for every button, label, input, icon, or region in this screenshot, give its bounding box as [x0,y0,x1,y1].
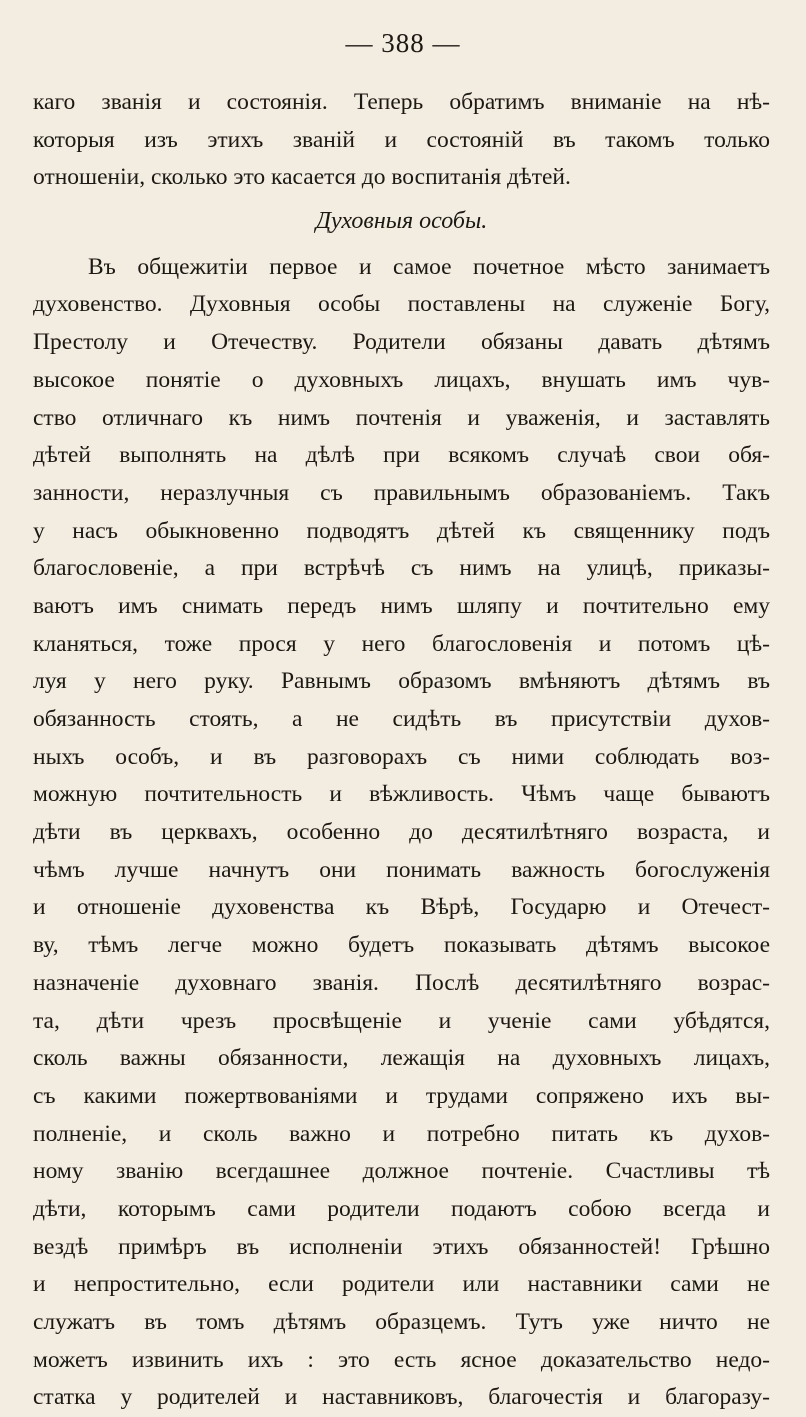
text-line: у насъ обыкновенно подводятъ дѣтей къ священнику подъ [33,517,770,544]
text-line: ному званію всегдашнее должное почтеніе. Счастливы тѣ [33,1158,770,1185]
text-line: можетъ извинить ихъ : это есть ясное доказательство недо- [33,1346,770,1373]
text-line: отношеніи, сколько это касается до воспитанія дѣтей. [33,164,571,191]
text-line: дѣтей выполнять на дѣлѣ при всякомъ случаѣ свои обя- [33,442,770,469]
text-line: статка у родителей и наставниковъ, благочестія и благоразу- [33,1384,770,1411]
text-line: и непростительно, если родители или наставники сами не [33,1271,770,1298]
text-line: кланяться, тоже прося у него благословенія и потомъ цѣ- [33,630,770,657]
text-line: сколь важны обязанности, лежащія на духовныхъ лицахъ, [33,1045,770,1072]
text-line: высокое понятіе о духовныхъ лицахъ, внушать имъ чув- [33,366,770,393]
text-line: ство отличнаго къ нимъ почтенія и уваженія, и заставлять [33,404,770,431]
text-line: обязанность стоять, а не сидѣть въ присутствіи духов- [33,706,770,732]
text-line: ваютъ имъ снимать передъ нимъ шляпу и почтительно ему [33,592,770,619]
text-line: назначеніе духовнаго званія. Послѣ десятилѣтняго возрас- [33,969,770,996]
text-line: ныхъ особъ, и въ разговорахъ съ ними соблюдать воз- [33,743,770,770]
text-line: и отношеніе духовенства къ Вѣрѣ, Государю и Отечест- [33,894,770,921]
text-line: чѣмъ лучше начнутъ они понимать важность богослуженія [33,856,770,883]
text-line: духовенство. Духовныя особы поставлены на служеніе Богу, [33,291,770,318]
page-number: — 388 — [345,28,461,58]
body-text [33,84,770,1417]
text-line: занности, неразлучныя съ правильнымъ образованіемъ. Такъ [33,479,770,506]
text-line: та, дѣти чрезъ просвѣщеніе и ученіе сами убѣдятся, [33,1007,770,1034]
text-line: луя у него руку. Равнымъ образомъ вмѣняютъ дѣтямъ въ [33,668,770,695]
text-line: каго званія и состоянія. Теперь обратимъ вниманіе на нѣ- [33,89,770,115]
text-line: Престолу и Отечеству. Родители обязаны давать дѣтямъ [33,329,770,356]
text-line: служатъ въ томъ дѣтямъ образцемъ. Тутъ уже ничто не [33,1309,770,1335]
text-line: полненіе, и сколь важно и потребно питать къ духов- [33,1120,770,1147]
text-line: съ какими пожертвованіями и трудами сопряжено ихъ вы- [33,1082,770,1109]
text-line: можную почтительность и вѣжливость. Чѣмъ чаще бываютъ [33,781,770,808]
text-line: дѣти въ церквахъ, особенно до десятилѣтняго возраста, и [33,819,770,846]
text-line: вездѣ примѣръ въ исполненіи этихъ обязанностей! Грѣшно [33,1233,770,1260]
text-line: которыя изъ этихъ званій и состояній въ такомъ только [33,126,770,153]
text-line: дѣти, которымъ сами родители подаютъ собою всегда и [33,1195,770,1222]
text-line: Въ общежитіи первое и самое почетное мѣсто занимаетъ [88,253,770,280]
text-line: благословеніе, а при встрѣчѣ съ нимъ на улицѣ, приказы- [33,555,770,582]
text-line: ву, тѣмъ легче можно будетъ показывать дѣтямъ высокое [33,932,770,959]
section-heading: Духовныя особы. [315,208,488,235]
